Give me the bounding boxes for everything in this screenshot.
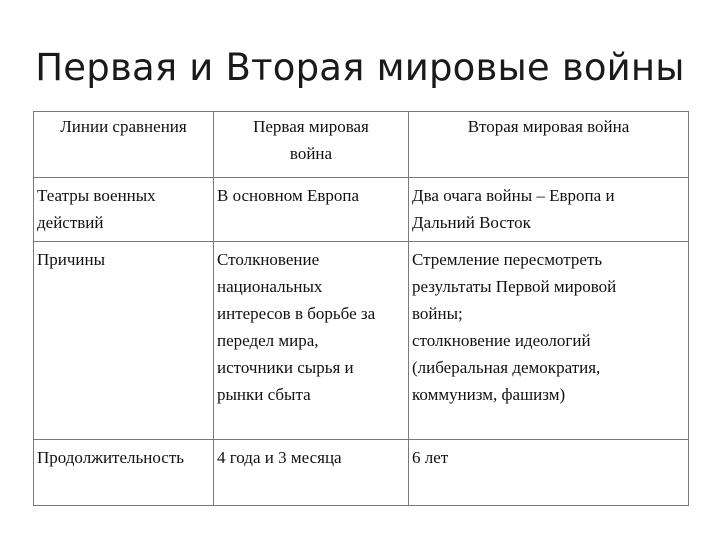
row-label-theatres: Театры военных действий [34,178,214,242]
row-label-causes: Причины [34,242,214,440]
comparison-table [33,111,689,506]
cell-ww2-duration: 6 лет [409,440,689,506]
table-row [34,178,689,242]
cell-ww1-causes: Столкновение национальных интересов в борьбе за передел мира, источники сырья и рынки сбыта [214,242,409,440]
table-row [34,242,689,440]
cell-ww2-causes: Стремление пересмотреть результаты Первой мировой войны; столкновение идеологий (либеральная демократия, коммунизм, фашизм) [409,242,689,440]
cell-ww2-theatres: Два очага войны – Европа и Дальний Восток [409,178,689,242]
header-first-world-war: Первая мировая война [214,112,409,178]
slide-title: Первая и Вторая мировые войны [35,46,685,89]
header-second-world-war: Вторая мировая война [409,112,689,178]
table-header-row [34,112,689,178]
row-label-duration: Продолжительность [34,440,214,506]
table-row [34,440,689,506]
cell-ww1-theatres: В основном Европа [214,178,409,242]
header-comparison-lines: Линии сравнения [34,112,214,178]
cell-ww1-duration: 4 года и 3 месяца [214,440,409,506]
